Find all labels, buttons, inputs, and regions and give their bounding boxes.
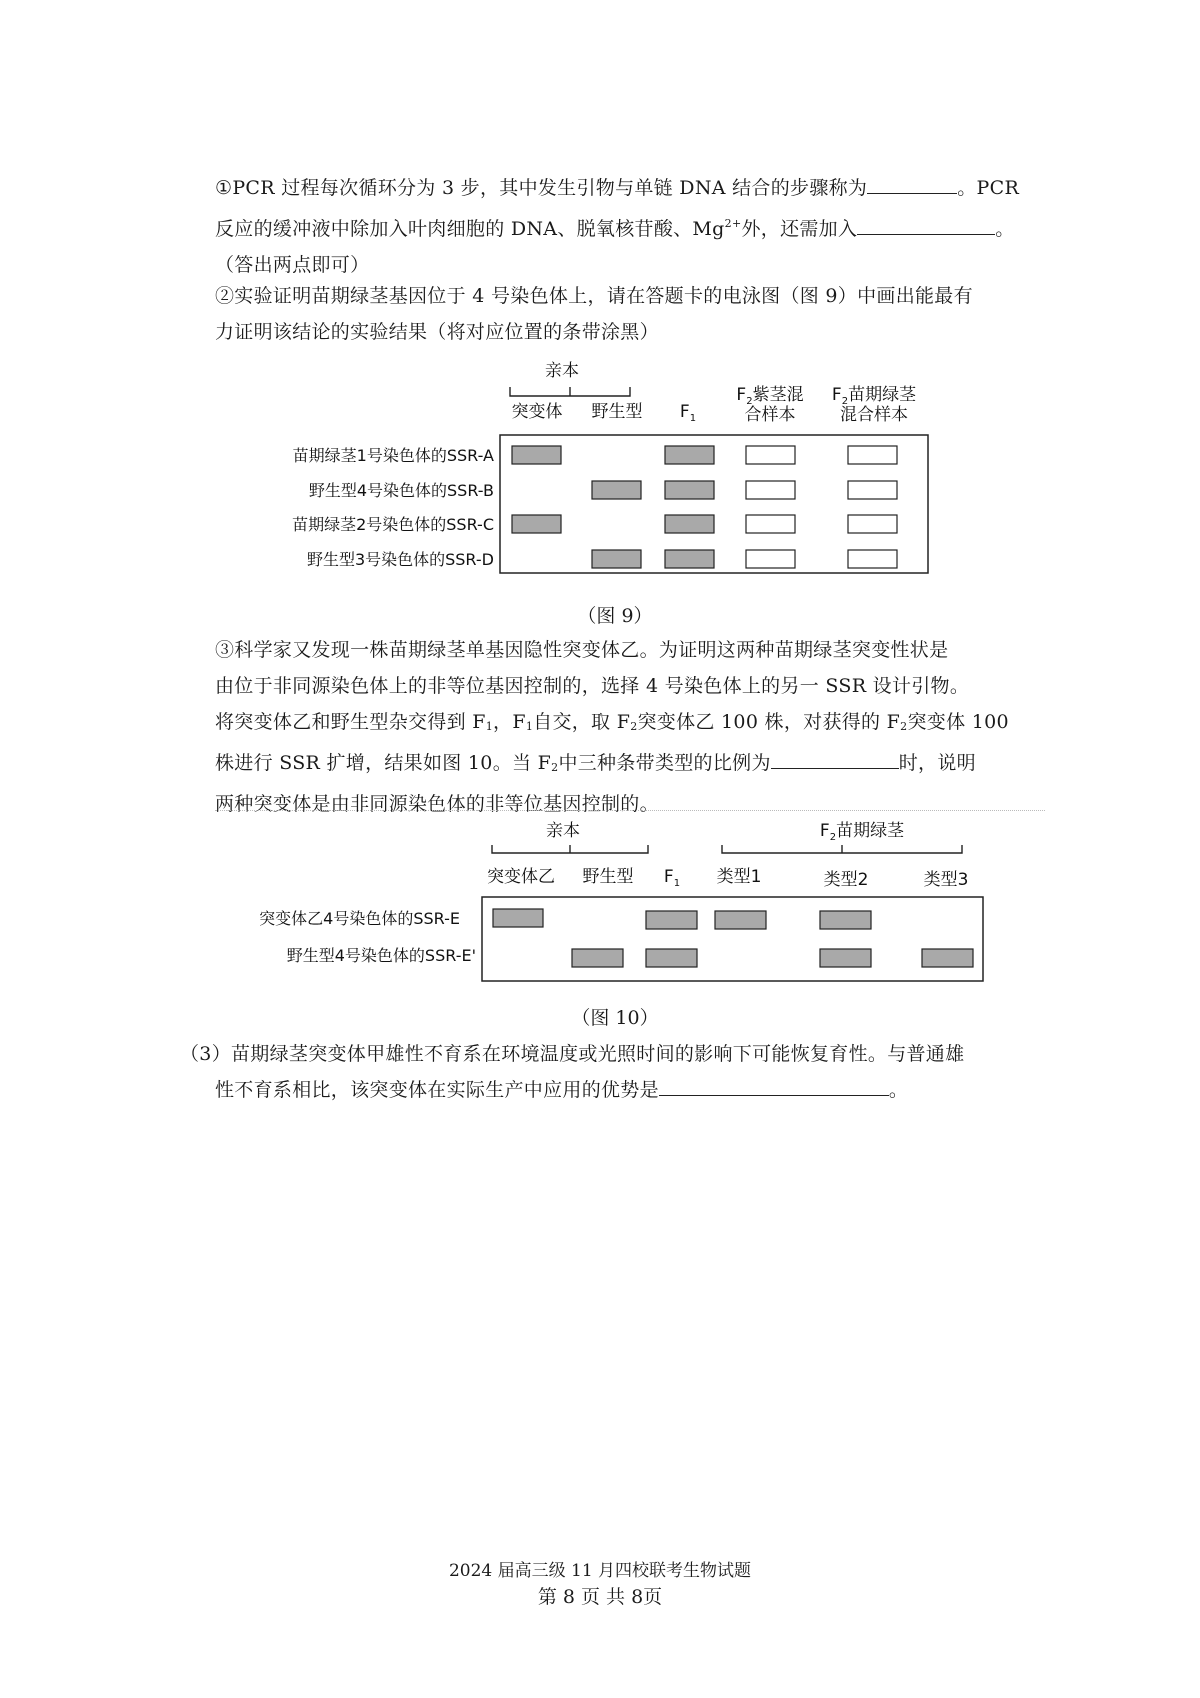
- fig9-band-d-wild: [592, 550, 641, 568]
- fig10-band-e-type1: [715, 911, 766, 929]
- fig10-band-e-prime-type3: [922, 949, 973, 967]
- fig10-col-wild: 野生型: [582, 867, 634, 887]
- fig9-row-label-c: 苗期绿茎2号染色体的SSR-C: [292, 515, 494, 534]
- fig9-col-f2-green-a: $F_2$苗期绿茎: [831, 385, 917, 407]
- fig9-band-a-f1: [665, 446, 714, 464]
- fig9-row-label-d: 野生型3号染色体的SSR-D: [306, 550, 494, 569]
- fig9-col-mutant: 突变体: [511, 402, 563, 422]
- fig9-band-a-f2-green[interactable]: [848, 446, 897, 464]
- q3-line1: （3）苗期绿茎突变体甲雄性不育系在环境温度或光照时间的影响下可能恢复育性。与普通雄: [180, 1043, 965, 1065]
- fig9-col-f2-purple-b: 合样本: [744, 405, 796, 425]
- fig9-band-c-f2-purple[interactable]: [746, 515, 795, 533]
- fig9-band-b-f2-purple[interactable]: [746, 481, 795, 499]
- fig9-col-f2-purple-a: $F_2$紫茎混: [736, 385, 804, 407]
- footer-page-number: 第 8 页 共 8页: [537, 1586, 663, 1608]
- q2-3-line4: 株进行 SSR 扩增，结果如图 10。当 F2中三种条带类型的比例为 时，说明: [215, 745, 1045, 786]
- fig10-band-e-type2: [820, 911, 871, 929]
- fig9-row-label-b: 野生型4号染色体的SSR-B: [308, 481, 494, 500]
- fig10-gel-frame: [482, 897, 983, 981]
- fig9-col-f1: $F_1$: [679, 402, 697, 424]
- fig9-band-b-f2-green[interactable]: [848, 481, 897, 499]
- fig10-f2-label: $F_2$苗期绿茎: [819, 821, 905, 843]
- fig9-col-wild: 野生型: [591, 402, 643, 422]
- answer-blank-advantage[interactable]: [659, 1073, 889, 1096]
- fig10-row-label-e-prime: 野生型4号染色体的SSR-E': [286, 946, 476, 965]
- q2-2-line2: 力证明该结论的实验结果（将对应位置的条带涂黑）: [215, 321, 659, 343]
- fig10-parent-label: 亲本: [546, 821, 580, 841]
- q2-3-line1: ③科学家又发现一株苗期绿茎单基因隐性突变体乙。为证明这两种苗期绿茎突变性状是: [215, 639, 949, 661]
- fig9-band-b-wild: [592, 481, 641, 499]
- fig9-band-d-f1: [665, 550, 714, 568]
- fig9-caption: （图 9）: [577, 605, 653, 627]
- fig9-band-d-f2-purple[interactable]: [746, 550, 795, 568]
- q2-1-line1: ①PCR 过程每次循环分为 3 步，其中发生引物与单链 DNA 结合的步骤称为 。PCR: [215, 170, 1045, 206]
- fig10-row-label-e: 突变体乙4号染色体的SSR-E: [259, 909, 460, 928]
- fig10-band-e-prime-type2: [820, 949, 871, 967]
- q2-3-line5: 两种突变体是由非同源染色体的非等位基因控制的。: [215, 793, 659, 815]
- q3-line2: 性不育系相比，该突变体在实际生产中应用的优势是 。: [180, 1072, 1050, 1108]
- fig10-col-mutant-b: 突变体乙: [487, 867, 555, 887]
- fig9-band-c-mutant: [512, 515, 561, 533]
- q2-1-line2: 反应的缓冲液中除加入叶肉细胞的 DNA、脱氧核苷酸、$Mg^{2+}$外，还需加入 。: [215, 206, 1045, 247]
- fig9-band-b-f1: [665, 481, 714, 499]
- fig10-band-e-mutant-b: [493, 909, 543, 927]
- question-3: [180, 1036, 1050, 1108]
- q2-3-line2: 由位于非同源染色体上的非等位基因控制的，选择 4 号染色体上的另一 SSR 设计引物。: [215, 675, 970, 697]
- fig10-col-type2: 类型2: [823, 870, 869, 890]
- q2-1-line3: （答出两点即可）: [215, 254, 370, 276]
- fig9-band-d-f2-green[interactable]: [848, 550, 897, 568]
- q2-3-line3: 将突变体乙和野生型杂交得到 F1，F1自交，取 F2突变体乙 100 株，对获得的 F2突变体 100: [215, 711, 1009, 733]
- fig9-parent-label: 亲本: [545, 361, 579, 381]
- fig9-band-c-f2-green[interactable]: [848, 515, 897, 533]
- fig10-col-type3: 类型3: [923, 870, 969, 890]
- fig9-band-a-mutant: [512, 446, 561, 464]
- fig10-col-type1: 类型1: [716, 867, 762, 887]
- fig10-f2-bracket: [722, 845, 962, 853]
- fig10-band-e-prime-f1: [646, 949, 697, 967]
- footer-title: 2024 届高三级 11 月四校联考生物试题: [448, 1561, 752, 1581]
- fig9-col-f2-green-b: 混合样本: [840, 405, 908, 425]
- q2-2-line1: ②实验证明苗期绿茎基因位于 4 号染色体上，请在答题卡的电泳图（图 9）中画出能最有: [215, 285, 973, 307]
- fig10-band-e-prime-wild: [572, 949, 623, 967]
- answer-blank-ratio[interactable]: [771, 746, 899, 769]
- question-2-part3: [215, 632, 1045, 822]
- fig10-band-e-f1: [646, 911, 697, 929]
- fig9-parent-bracket: [510, 387, 630, 396]
- fig9-row-label-a: 苗期绿茎1号染色体的SSR-A: [292, 446, 494, 465]
- fig9-band-c-f1: [665, 515, 714, 533]
- fig10-caption: （图 10）: [571, 1007, 659, 1029]
- fig9-band-a-f2-purple[interactable]: [746, 446, 795, 464]
- dotted-separator: [215, 810, 1045, 811]
- fig10-parent-bracket: [492, 845, 648, 853]
- fig10-col-f1: $F_1$: [663, 867, 681, 889]
